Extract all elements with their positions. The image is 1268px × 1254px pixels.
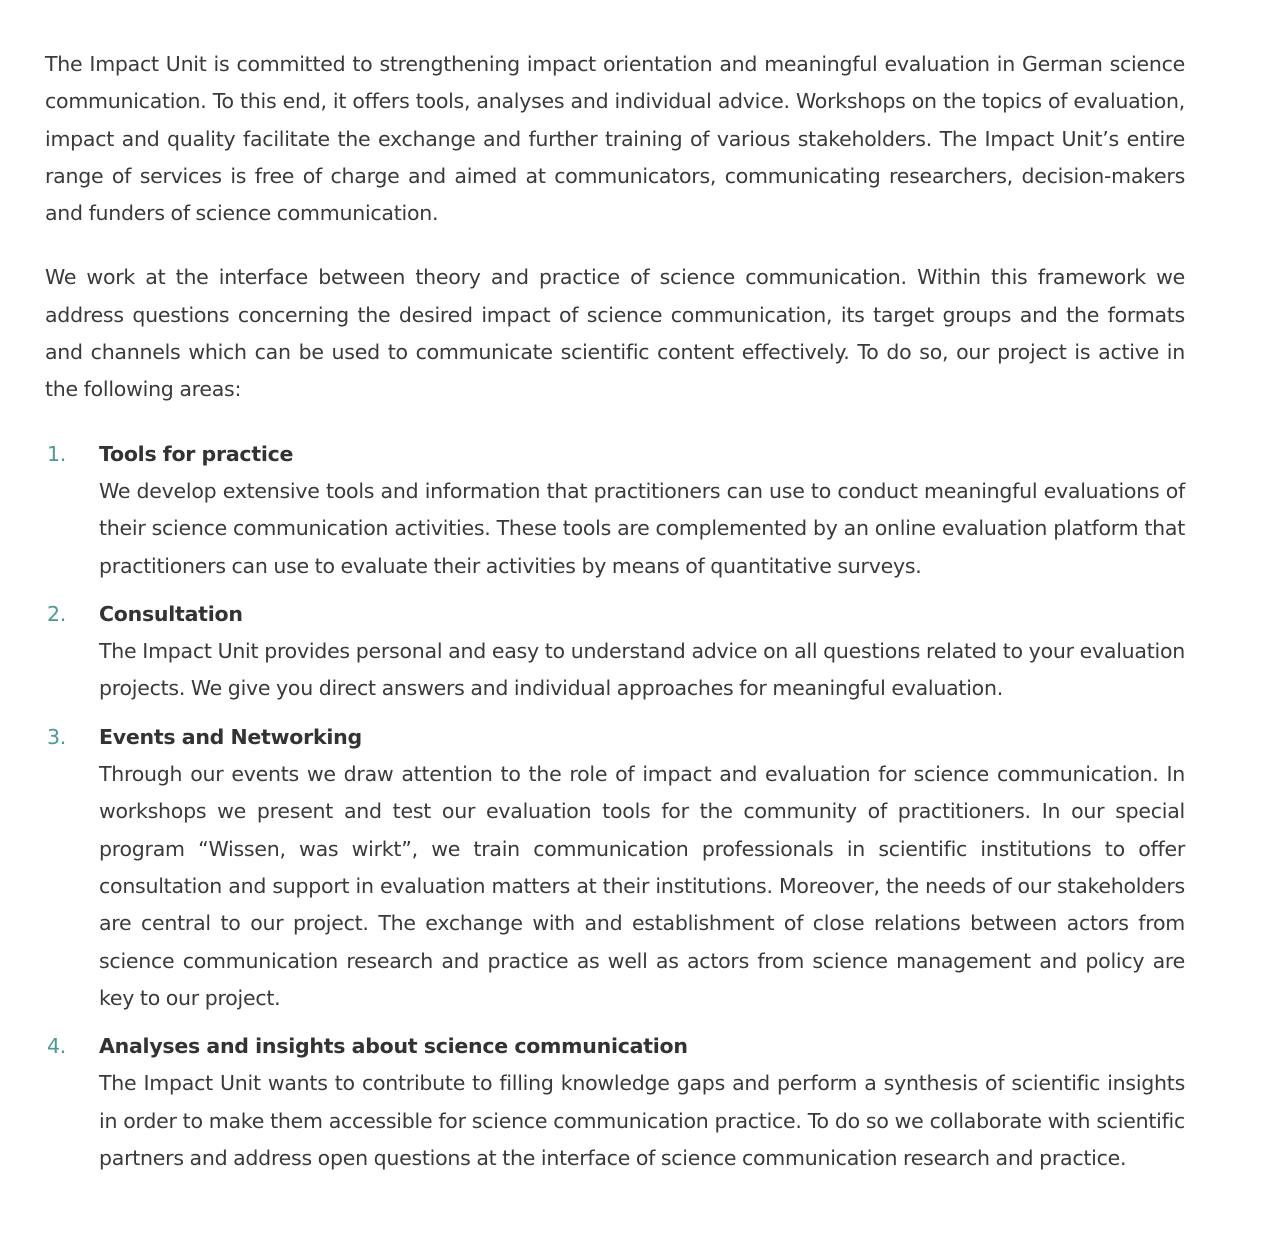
article-body <box>45 46 1185 1188</box>
list-item <box>45 719 1185 1017</box>
list-item-title: Analyses and insights about science communication <box>99 1034 688 1059</box>
areas-list <box>45 436 1185 1178</box>
list-item-number: 3. <box>47 724 67 749</box>
list-item-number: 4. <box>47 1034 67 1059</box>
intro-paragraph: The Impact Unit is committed to strengthening impact orientation and meaningful evaluation in German science communication. To this end, it offers tools, analyses and individual advice. Workshops on the topics of evaluation, impact and quality facilitate the exchange and further training of various stakeholders. The Impact Unit’s entire range of services is free of charge and aimed at communicators, communicating researchers, decision-makers and funders of science communication. <box>45 52 1185 226</box>
list-item-number: 1. <box>47 441 67 466</box>
list-item-description: The Impact Unit provides personal and easy to understand advice on all questions related to your evaluation projects. We give you direct answers and individual approaches for meaningful evaluation. <box>99 639 1185 701</box>
list-item-description: The Impact Unit wants to contribute to filling knowledge gaps and perform a synthesis of scientific insights in order to make them accessible for science communication practice. To do so we collaborate with scientific partners and address open questions at the interface of science communication research and practice. <box>99 1071 1185 1171</box>
list-item-title: Tools for practice <box>99 441 294 466</box>
list-item <box>45 596 1185 708</box>
list-item <box>45 1028 1185 1177</box>
intro-paragraph: We work at the interface between theory and practice of science communication. Within this framework we address questions concerning the desired impact of science communication, its target groups and the formats and channels which can be used to communicate scientific content effectively. To do so, our project is active in the following areas: <box>45 265 1185 402</box>
list-item-title: Events and Networking <box>99 724 362 749</box>
list-item-description: We develop extensive tools and information that practitioners can use to conduct meaningful evaluations of their science communication activities. These tools are complemented by an online evaluation platform that practitioners can use to evaluate their activities by means of quantitative surveys. <box>99 478 1185 578</box>
list-item-number: 2. <box>47 601 67 626</box>
list-item-description: Through our events we draw attention to the role of impact and evaluation for science communication. In workshops we present and test our evaluation tools for the community of practitioners. In our special program “Wissen, was wirkt”, we train communication professionals in scientific institutions to offer consultation and support in evaluation matters at their institutions. Moreover, the needs of our stakeholders are central to our project. The exchange with and establishment of close relations between actors from science communication research and practice as well as actors from science management and policy are key to our project. <box>99 762 1185 1010</box>
list-item-title: Consultation <box>99 601 243 626</box>
list-item <box>45 436 1185 585</box>
